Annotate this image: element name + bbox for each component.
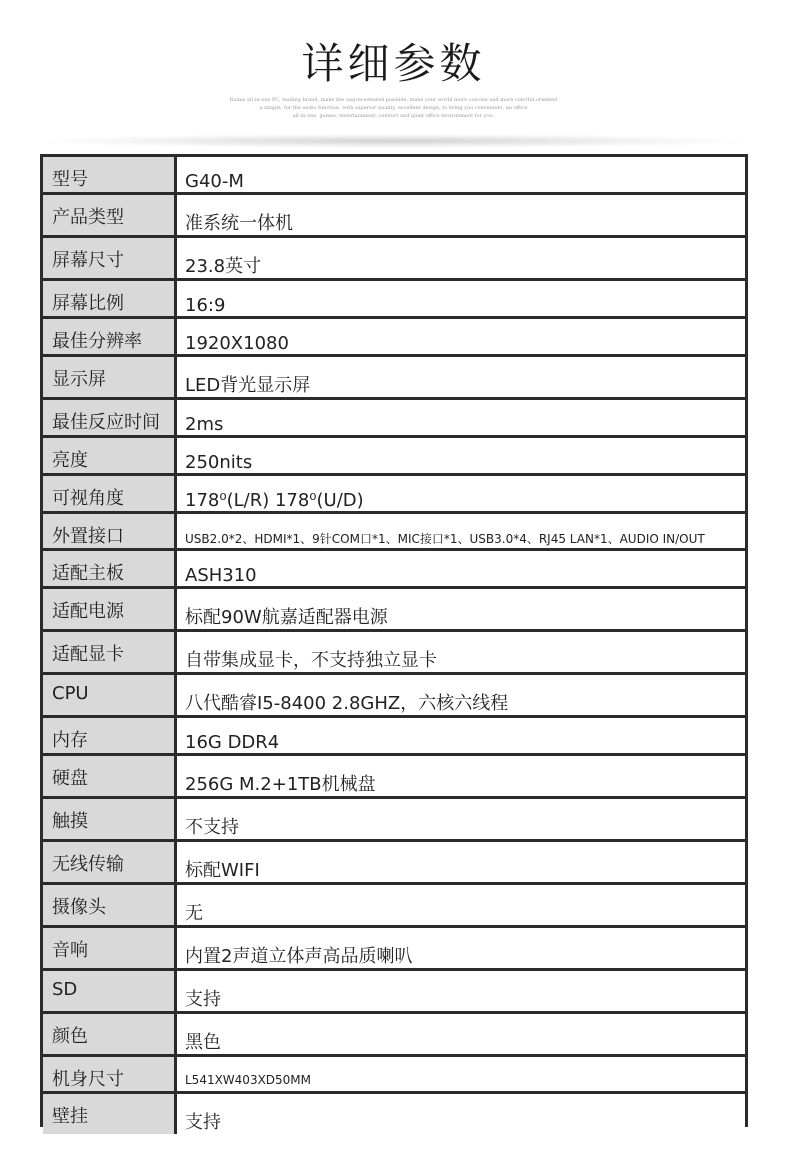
spec-row-cpu (43, 675, 745, 718)
spec-label: 适配主板 (43, 551, 177, 586)
spec-label: 显示屏 (43, 357, 177, 397)
spec-value: USB2.0*2、HDMI*1、9针COM口*1、MIC接口*1、USB3.0*4、RJ45 LAN*1、AUDIO IN/OUT (177, 514, 745, 548)
spec-label: 机身尺寸 (43, 1057, 177, 1091)
spec-row-motherboard (43, 551, 745, 589)
subtitle-line: a simple, for the audio function, with superior quality, excellent design, to bring you convenient, an office (259, 105, 528, 111)
spec-label: 亮度 (43, 438, 177, 473)
spec-value: ASH310 (177, 551, 745, 586)
spec-label: 最佳反应时间 (43, 400, 177, 435)
spec-table (40, 154, 748, 1133)
spec-value: 标配90W航嘉适配器电源 (177, 589, 745, 629)
spec-label: CPU (43, 675, 177, 715)
spec-label: 音响 (43, 928, 177, 968)
spec-row-memory (43, 718, 745, 756)
spec-value: LED背光显示屏 (177, 357, 745, 397)
spec-value: 16:9 (177, 281, 745, 316)
spec-row-aspect-ratio (43, 281, 745, 319)
spec-label: 产品类型 (43, 195, 177, 235)
spec-label: 屏幕尺寸 (43, 238, 177, 278)
spec-value: 准系统一体机 (177, 195, 745, 235)
spec-label: 摄像头 (43, 885, 177, 925)
spec-row-color (43, 1014, 745, 1057)
spec-label: 型号 (43, 157, 177, 192)
spec-value: 支持 (177, 971, 745, 1011)
spec-value: 八代酷睿I5-8400 2.8GHZ，六核六线程 (177, 675, 745, 715)
spec-value: 支持 (177, 1094, 745, 1134)
spec-label: 内存 (43, 718, 177, 753)
subtitle-line: Radas all-in-one PC, leading brand, make the unprecedented possible, make your world more concise and more colorful,oriented (229, 97, 558, 103)
spec-row-brightness (43, 438, 745, 476)
spec-value: 2ms (177, 400, 745, 435)
spec-value: 256G M.2+1TB机械盘 (177, 756, 745, 796)
spec-label: 硬盘 (43, 756, 177, 796)
spec-label: 可视角度 (43, 476, 177, 511)
spec-row-wireless (43, 842, 745, 885)
spec-value: 自带集成显卡，不支持独立显卡 (177, 632, 745, 672)
spec-row-model (43, 157, 745, 195)
subtitle-line: all-in-one, games, entertainment, comfort and quiet office environment for you. (292, 113, 495, 119)
spec-value: 黑色 (177, 1014, 745, 1054)
spec-row-audio (43, 928, 745, 971)
spec-value: L541XW403XD50MM (177, 1057, 745, 1091)
spec-value: 无 (177, 885, 745, 925)
spec-label: SD (43, 971, 177, 1011)
spec-label: 触摸 (43, 799, 177, 839)
spec-label: 壁挂 (43, 1094, 177, 1134)
spec-label: 颜色 (43, 1014, 177, 1054)
spec-value: 23.8英寸 (177, 238, 745, 278)
spec-label: 外置接口 (43, 514, 177, 548)
page-subtitle (0, 96, 787, 120)
page-header (0, 0, 787, 150)
spec-label: 适配电源 (43, 589, 177, 629)
spec-row-dimensions (43, 1057, 745, 1094)
page-title: 详细参数 (301, 39, 486, 88)
spec-label: 屏幕比例 (43, 281, 177, 316)
spec-value: 内置2声道立体声高品质喇叭 (177, 928, 745, 968)
spec-row-ports (43, 514, 745, 551)
spec-label: 最佳分辨率 (43, 319, 177, 354)
spec-label: 无线传输 (43, 842, 177, 882)
spec-value: 不支持 (177, 799, 745, 839)
spec-row-resolution (43, 319, 745, 357)
spec-row-product-type (43, 195, 745, 238)
spec-row-sd (43, 971, 745, 1014)
title-divider-shadow (40, 134, 747, 148)
spec-value: 16G DDR4 (177, 718, 745, 753)
spec-row-power (43, 589, 745, 632)
spec-row-camera (43, 885, 745, 928)
spec-value: 标配WIFI (177, 842, 745, 882)
spec-row-display (43, 357, 745, 400)
spec-row-graphics (43, 632, 745, 675)
spec-row-touch (43, 799, 745, 842)
spec-value: 178⁰(L/R) 178⁰(U/D) (177, 476, 745, 511)
spec-row-storage (43, 756, 745, 799)
spec-label: 适配显卡 (43, 632, 177, 672)
spec-row-viewing-angle (43, 476, 745, 514)
spec-row-response-time (43, 400, 745, 438)
spec-value: 250nits (177, 438, 745, 473)
spec-value: G40-M (177, 157, 745, 192)
spec-row-wall-mount (43, 1094, 745, 1134)
spec-value: 1920X1080 (177, 319, 745, 354)
spec-row-screen-size (43, 238, 745, 281)
